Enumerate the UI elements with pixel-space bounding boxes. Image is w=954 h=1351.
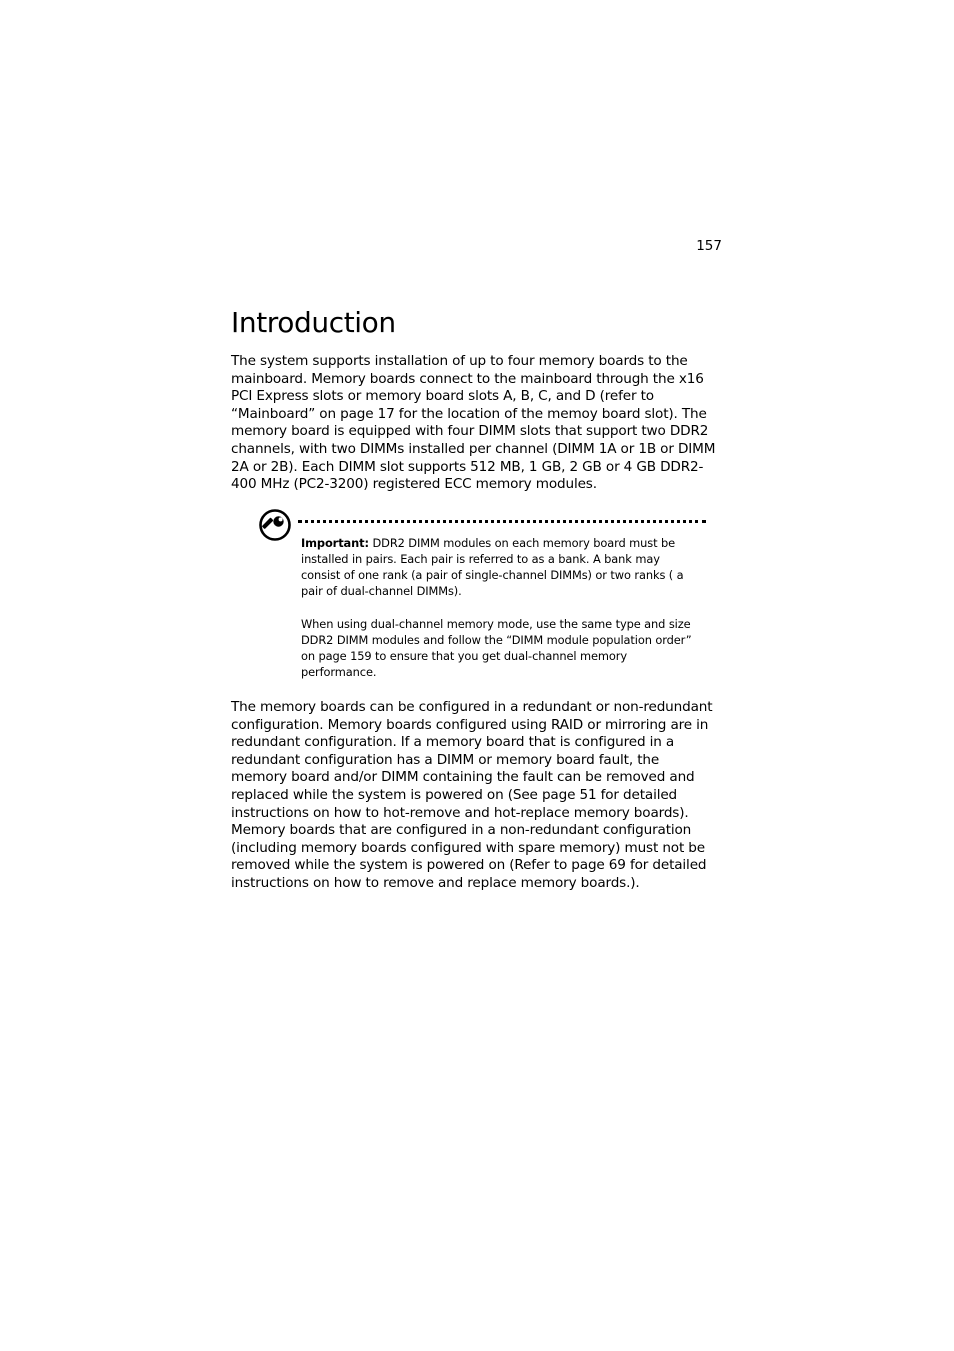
note-divider (298, 520, 706, 523)
wrench-icon (258, 508, 292, 542)
note-text-2: When using dual-channel memory mode, use the same type and size DDR2 DIMM modules and follow the “DIMM module population order” on page 159 to ensure that you get dual-channel memory performance. (301, 617, 692, 679)
redundancy-paragraph: The memory boards can be configured in a redundant or non-redundant configuration. Memory boards configured using RAID or mirroring are in redundant configuration. If a memory board that is configured in a redundant configuration has a DIMM or memory board fault, the memory board and/or DIMM containing the fault can be removed and replaced while the system is powered on (See page 51 for detailed instructions on how to hot-remove and hot-replace memory boards). Memory boards that are configured in a non-redundant configuration (including memory boards configured with spare memory) must not be removed while the system is powered on (Refer to page 69 for detailed instructions on how to remove and replace memory boards.). (231, 699, 713, 891)
important-note (258, 508, 708, 688)
note-label: Important: (301, 536, 369, 550)
note-important-text (301, 535, 701, 599)
intro-paragraph: The system supports installation of up to four memory boards to the mainboard. Memory boards connect to the mainboard through the x16 PCI Express slots or memory board slots A, B, C, and D (refer to “Mainboard” on page 17 for the location of the memoy board slot). The memory board is equipped with four DIMM slots that support two DDR2 channels, with two DIMMs installed per channel (DIMM 1A or 1B or DIMM 2A or 2B). Each DIMM slot supports 512 MB, 1 GB, 2 GB or 4 GB DDR2-400 MHz (PC2-3200) registered ECC memory modules. (231, 353, 716, 493)
page-number: 157 (696, 238, 722, 254)
page-title: Introduction (231, 306, 396, 339)
note-text-1: DDR2 DIMM modules on each memory board must be installed in pairs. Each pair is referred to as a bank. A bank may consist of one rank (a pair of single-channel DIMMs) or two ranks ( a pair of dual-channel DIMMs). (301, 536, 684, 598)
